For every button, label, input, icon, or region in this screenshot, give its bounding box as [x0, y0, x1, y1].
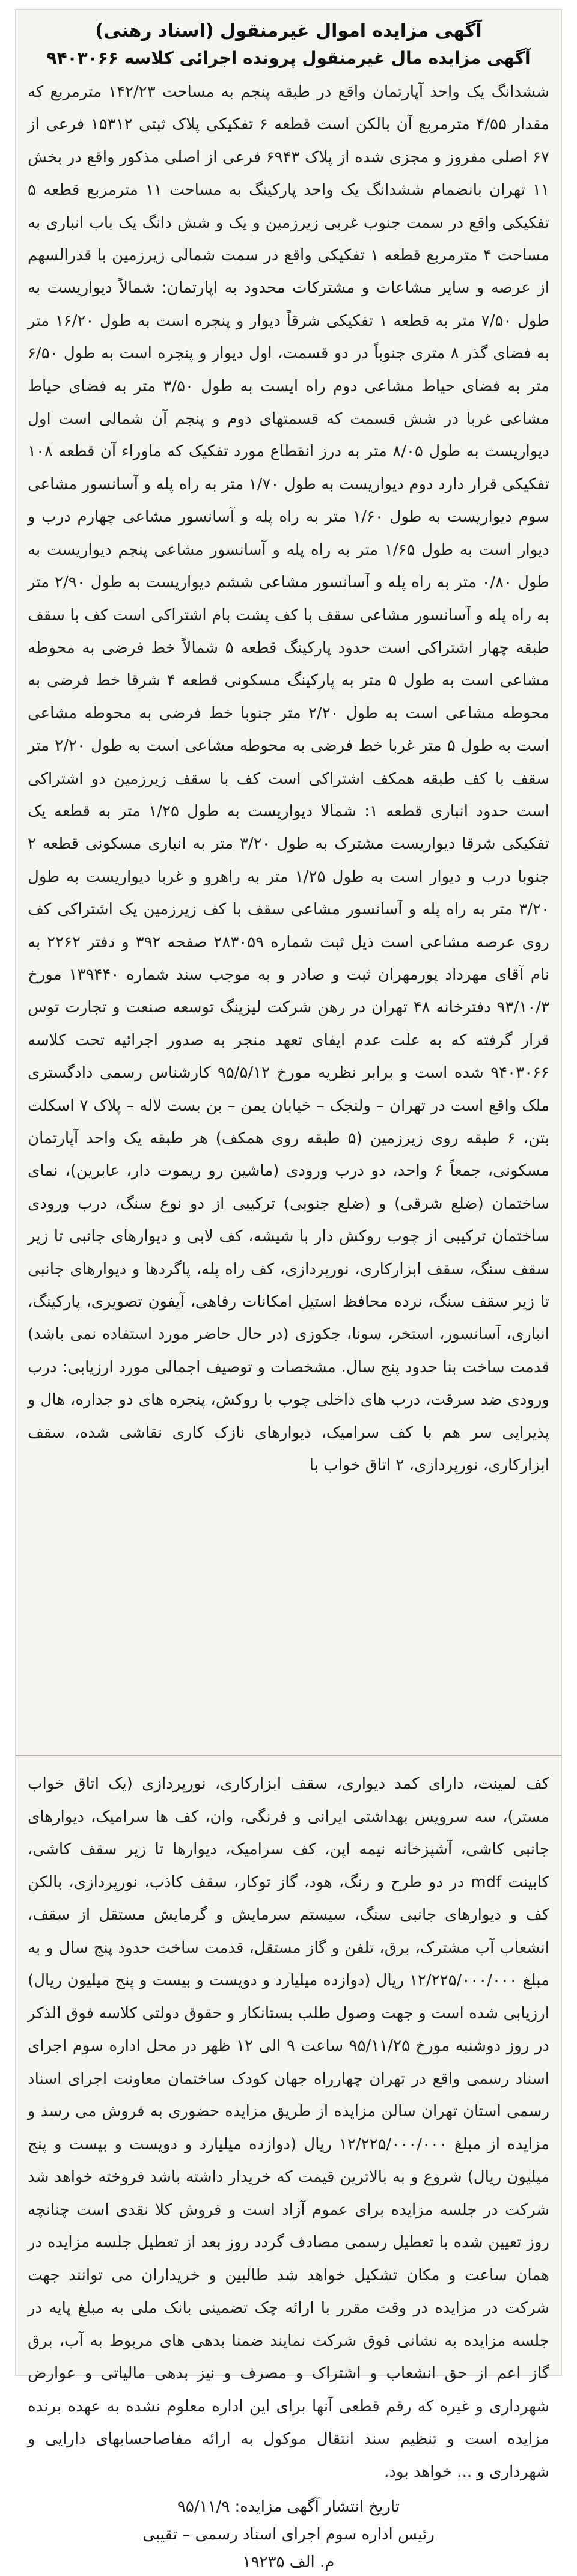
- notice-title: آگهی مزایده اموال غیرمنقول (اسناد رهنی): [95, 20, 482, 41]
- column-divider: [16, 1755, 561, 1756]
- publish-date: تاریخ انتشار آگهی مزایده: ۹۵/۱۱/۹: [177, 2498, 400, 2516]
- newspaper-clipping: [16, 10, 561, 2571]
- notice-upper-column: [28, 18, 549, 1749]
- notice-body-part1: ششدانگ یک واحد آپارتمان واقع در طبقه پنجم به مساحت ۱۴۲/۲۳ مترمربع که مقدار ۴/۵۵ مترمربع آن بالکن است قطعه ۶ تفکیکی پلاک ثبتی ۱۵۳۱۲ فرعی از ۶۷ اصلی مفروز و مجزی شده از پلاک ۶۹۴۳ فرعی از اصلی مذکور واقع در بخش ۱۱ تهران بانضمام ششدانگ یک واحد پارکینگ به مساحت ۱۱ مترمربع قطعه ۵ تفکیکی واقع در سمت جنوب غربی زیرزمین و یک و شش دانگ یک باب انباری به مساحت ۴ مترمربع قطعه ۱ تفکیکی واقع در سمت شمالی زیرزمین با قدرالسهم از عرصه و سایر مشاعات و مشترکات محدود به اپارتمان: شمالاً دیواریست به طول ۷/۵۰ متر به قطعه ۱ تفکیکی شرقاً دیوار و پنجره است به طول ۱۶/۲۰ متر به فضای گذر ۸ متری جنوباً در دو قسمت، اول دیوار و پنجره است به طول ۶/۵۰ متر به فضای حیاط مشاعی دوم راه ایست به طول ۳/۵۰ متر به فضای حیاط مشاعی غربا در شش قسمت که قسمتهای دوم و پنجم آن شمالی است اول دیواریست به طول ۸/۰۵ متر به درز انقطاع مورد تفکیک که ماوراء آن قطعه ۱۰۸ تفکیکی قرار دارد دوم دیواریست به طول ۱/۷۰ متر به راه پله و آسانسور مشاعی سوم دیواریست به طول ۱/۶۰ متر به راه پله و آسانسور مشاعی چهارم درب و دیوار است به طول ۱/۶۵ متر به راه پله و آسانسور مشاعی پنجم دیواریست به طول ۰/۸۰ متر به راه پله و آسانسور مشاعی ششم دیواریست به طول ۲/۹۰ متر به راه پله و آسانسور مشاعی سقف با کف پشت بام اشتراکی است کف با سقف طبقه چهار اشتراکی است حدود پارکینگ قطعه ۵ شمالاً خط فرضی به محوطه مشاعی است به طول ۵ متر به پارکینگ مسکونی قطعه ۴ شرقا خط فرضی به محوطه مشاعی است به طول ۲/۲۰ متر جنوبا خط فرضی به محوطه مشاعی است به طول ۵ متر غربا خط فرضی به محوطه مشاعی است به طول ۲/۲۰ متر سقف با کف طبقه همکف اشتراکی است کف با سقف زیرزمین دو اشتراکی است حدود انباری قطعه ۱: شمالا دیواریست به طول ۱/۲۵ متر به قطعه یک تفکیکی شرقا دیواریست مشترک به طول ۳/۲۰ متر به انباری مسکونی قطعه ۲ جنوبا درب و دیوار است به طول ۱/۲۵ متر به راهرو و غربا دیواریست به طول ۳/۲۰ متر به راه پله و آسانسور مشاعی سقف با کف زیرزمین یک اشتراکی کف روی عرصه مشاعی است ذیل ثبت شماره ۲۸۳۰۵۹ صفحه ۳۹۲ و دفتر ۲۲۶۲ به نام آقای مهرداد پورمهران ثبت و صادر و به موجب سند شماره ۱۳۹۴۴۰ مورخ ۹۳/۱۰/۳ دفترخانه ۴۸ تهران در رهن شرکت لیزینگ توسعه صنعت و تجارت توس قرار گرفته که به علت عدم ایفای تعهد منجر به صدور اجرائیه تحت کلاسه ۹۴۰۳۰۶۶ شده است و برابر نظریه مورخ ۹۵/۵/۱۲ کارشناس رسمی دادگستری ملک واقع است در تهران – ولنجک – خیابان یمن – بن بست لاله – پلاک ۷ اسکلت بتن، ۶ طبقه روی زیرزمین (۵ طبقه روی همکف) هر طبقه یک واحد آپارتمان مسکونی، جمعاً ۶ واحد، دو درب ورودی (ماشین رو ریموت دار، عابرین)، نمای ساختمان (ضلع شرقی) و (ضلع جنوبی) ترکیبی از دو نوع سنگ، درب ورودی ساختمان ترکیبی از چوب روکش دار با شیشه، کف لابی و دیوارهای جانبی تا زیر سقف سنگ، سقف ابزارکاری، نورپردازی، کف راه پله، پاگردها و دیوارهای جانبی تا زیر سقف سنگ، نرده محافظ استیل امکانات رفاهی، آیفون تصویری، پارکینگ، انباری، آسانسور، استخر، سونا، جکوزی (در حال حاضر مورد استفاده نمی باشد) قدمت ساخت بنا حدود پنج سال. مشخصات و توصیف اجمالی مورد ارزیابی: درب ورودی ضد سرقت، درب های داخلی چوب با روکش، پنجره های دو جداره، هال و پذیرایی سر هم با کف سرامیک، دیوارهای نازک کاری نقاشی شده، سقف ابزارکاری، نورپردازی، ۲ اتاق خواب با: [28, 83, 550, 1475]
- notice-body-part2: کف لمینت، دارای کمد دیواری، سقف ابزارکاری، نورپردازی (یک اتاق خواب مستر)، سه سرویس بهداشتی ایرانی و فرنگی، وان، کف ها سرامیک، دیوارهای جانبی کاشی، آشپزخانه نیمه اپن، کف سرامیک، دیوارها تا زیر سقف کاشی، کابینت mdf در دو طرح و رنگ، هود، گاز توکار، سقف کاذب، نورپردازی، بالکن کف و دیوارهای جانبی سنگ، سیستم سرمایش و گرمایش مستقل از سقف، انشعاب آب مشترک، برق، تلفن و گاز مستقل، قدمت ساخت حدود پنج سال و به مبلغ ۱۲/۲۲۵/۰۰۰/۰۰۰ ریال (دوازده میلیارد و دویست و بیست و پنج میلیون ریال) ارزیابی شده است و جهت وصول طلب بستانکار و حقوق دولتی کلاسه فوق الذکر در روز دوشنبه مورخ ۹۵/۱۱/۲۵ ساعت ۹ الی ۱۲ ظهر در محل اداره سوم اجرای اسناد رسمی واقع در تهران چهارراه جهان کودک ساختمان معاونت اجرای اسناد رسمی استان تهران سالن مزایده از طریق مزایده حضوری به فروش می رسد و مزایده از مبلغ ۱۲/۲۲۵/۰۰۰/۰۰۰ ریال (دوازده میلیارد و دویست و بیست و پنج میلیون ریال) شروع و به بالاترین قیمت که خریدار داشته باشد فروخته خواهد شد شرکت در جلسه مزایده برای عموم آزاد است و فروش کلا نقدی است چنانچه روز تعیین شده با تعطیل رسمی مصادف گردد روز بعد از تعطیل جلسه مزایده در همان ساعت و مکان تشکیل خواهد شد طالبین و خریداران می توانند جهت شرکت در مزایده در وقت مقرر با ارائه چک تضمینی بانک ملی به مبلغ پایه در جلسه مزایده به نشانی فوق شرکت نمایند ضمنا بدهی های مربوط به آب، برق گاز اعم از حق انشعاب و اشتراک و مصرف و نیز بدهی مالیاتی و عوارض شهرداری و غیره که رقم قطعی آنها برای این اداره معلوم نشده به عهده برنده مزایده است و تنظیم سند انتقال موکول به ارائه مفاصاحسابهای دارایی و شهرداری و ... خواهد بود.: [28, 1775, 549, 2481]
- notice-lower-column: [28, 1768, 549, 2571]
- notice-subtitle: آگهی مزایده مال غیرمنقول پرونده اجرائی کلاسه ۹۴۰۳۰۶۶: [46, 48, 531, 68]
- signature: رئیس اداره سوم اجرای اسناد رسمی – تقیبی: [142, 2526, 435, 2544]
- reference-number: م. الف ۱۹۲۳۵: [242, 2553, 335, 2571]
- notice-footer: [28, 2493, 549, 2576]
